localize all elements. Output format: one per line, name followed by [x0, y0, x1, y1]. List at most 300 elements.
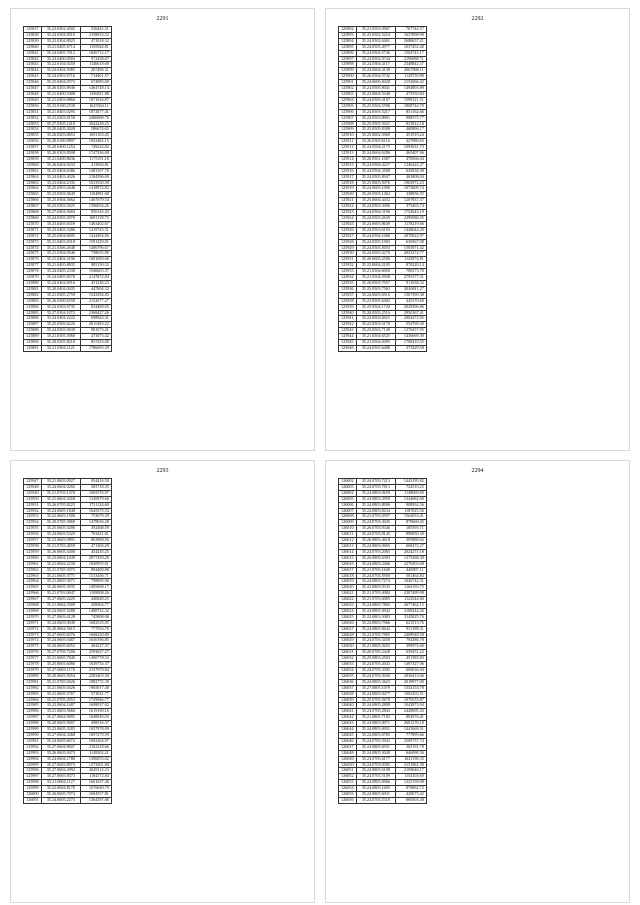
code-cell: 35.21.0705.6005 — [356, 597, 396, 603]
amount-cell: 375429.58 — [396, 345, 427, 351]
code-cell: 35.22.0604.8178 — [41, 786, 81, 792]
record-id-cell: 125850 — [24, 103, 42, 109]
amount-cell: 646998.36 — [396, 750, 427, 756]
amount-cell: 1872877.41 — [81, 109, 112, 115]
code-cell: 35.21.0605.5767 — [41, 691, 81, 697]
code-cell: 35.20.0400.1254 — [41, 145, 81, 151]
amount-cell: 2028112.23 — [81, 768, 112, 774]
amount-cell: 1396811.88 — [81, 91, 112, 97]
table-row — [339, 538, 427, 544]
record-id-cell: 125985 — [24, 703, 42, 709]
data-table — [338, 478, 427, 804]
amount-cell: 972438.07 — [81, 56, 112, 62]
code-cell: 35.25.0305.6226 — [41, 322, 81, 328]
code-cell: 35.24.0404.5085 — [41, 68, 81, 74]
code-cell: 35.21.0504.5938 — [356, 275, 396, 281]
record-id-cell: 126001 — [24, 797, 42, 803]
code-cell: 35.24.0503.5053 — [356, 245, 396, 251]
record-id-cell: 125880 — [24, 280, 42, 286]
amount-cell: 1504743.17 — [396, 50, 427, 56]
amount-cell: 395888.62 — [396, 538, 427, 544]
table-row — [339, 484, 427, 490]
code-cell: 35.21.0305.5060 — [41, 334, 81, 340]
code-cell: 35.24.0805.3049 — [356, 750, 396, 756]
record-id-cell: 125875 — [24, 251, 42, 257]
table-row — [339, 80, 427, 86]
record-id-cell: 125866 — [24, 198, 42, 204]
record-id-cell: 126038 — [339, 691, 357, 697]
record-id-cell: 125887 — [24, 322, 42, 328]
amount-cell: 475550.84 — [396, 91, 427, 97]
code-cell: 35.23.0604.1049 — [41, 555, 81, 561]
amount-cell: 454235.25 — [81, 549, 112, 555]
amount-cell: 2158633.52 — [81, 32, 112, 38]
record-id-cell: 125868 — [24, 210, 42, 216]
record-id-cell: 125861 — [24, 168, 42, 174]
table-row — [24, 62, 112, 68]
code-cell: 35.27.0605.8373 — [41, 774, 81, 780]
record-id-cell: 126016 — [339, 561, 357, 567]
record-id-cell: 125843 — [24, 62, 42, 68]
amount-cell: 1494803.89 — [396, 86, 427, 92]
code-cell: 35.24.0605.0487 — [41, 638, 81, 644]
table-row — [24, 115, 112, 121]
record-id-cell: 126053 — [339, 780, 357, 786]
record-id-cell: 126013 — [339, 543, 357, 549]
code-cell: 35.24.0604.1788 — [41, 756, 81, 762]
code-cell: 35.24.0304.8510 — [41, 32, 81, 38]
record-id-cell: 125943 — [339, 328, 357, 334]
table-row — [339, 744, 427, 750]
amount-cell: 2307499.98 — [396, 591, 427, 597]
table-row — [24, 316, 112, 322]
table-row — [339, 496, 427, 502]
record-id-cell: 126050 — [339, 762, 357, 768]
amount-cell: 1419743.31 — [81, 227, 112, 233]
amount-cell: 2486908.70 — [81, 115, 112, 121]
record-id-cell: 126011 — [339, 532, 357, 538]
record-id-cell: 125884 — [24, 304, 42, 310]
table-row — [339, 691, 427, 697]
table-row — [339, 298, 427, 304]
table-row — [24, 579, 112, 585]
record-id-cell: 125878 — [24, 269, 42, 275]
amount-cell: 1467679.54 — [81, 198, 112, 204]
table-row — [24, 656, 112, 662]
code-cell: 35.20.0605.2586 — [356, 257, 396, 263]
record-id-cell: 125989 — [24, 727, 42, 733]
amount-cell: 1965017.48 — [81, 685, 112, 691]
record-id-cell: 126026 — [339, 620, 357, 626]
record-id-cell: 126003 — [339, 484, 357, 490]
code-cell: 35.24.0805.6108 — [356, 768, 396, 774]
record-id-cell: 125917 — [339, 174, 357, 180]
table-row — [339, 532, 427, 538]
record-id-cell: 125913 — [339, 151, 357, 157]
code-cell: 35.21.0805.7183 — [356, 715, 396, 721]
amount-cell: 1143874.81 — [396, 257, 427, 263]
table-row — [339, 168, 427, 174]
amount-cell: 1396054.26 — [81, 204, 112, 210]
amount-cell: 1601637.46 — [81, 780, 112, 786]
amount-cell: 1270457.95 — [396, 328, 427, 334]
amount-cell: 1681139.75 — [81, 216, 112, 222]
code-cell: 35.21.0304.9546 — [41, 251, 81, 257]
amount-cell: 2368427.26 — [81, 310, 112, 316]
code-cell: 35.21.0703.9047 — [41, 591, 81, 597]
record-id-cell: 126052 — [339, 774, 357, 780]
table-row — [339, 91, 427, 97]
table-row — [339, 768, 427, 774]
record-id-cell: 125927 — [339, 233, 357, 239]
code-cell: 35.22.0705.7805 — [356, 632, 396, 638]
amount-cell: 674085.09 — [81, 80, 112, 86]
table-row — [24, 328, 112, 334]
amount-cell: 749224.82 — [81, 145, 112, 151]
amount-cell: 1681693.68 — [81, 257, 112, 263]
amount-cell: 1641190.35 — [396, 756, 427, 762]
record-id-cell: 125860 — [24, 162, 42, 168]
record-id-cell: 125994 — [24, 756, 42, 762]
amount-cell: 471304.29 — [81, 543, 112, 549]
table-row — [24, 56, 112, 62]
table-row — [339, 614, 427, 620]
table-row — [24, 561, 112, 567]
code-cell: 35.24.0803.2466 — [356, 561, 396, 567]
record-id-cell: 125954 — [24, 520, 42, 526]
table-row — [24, 322, 112, 328]
record-id-cell: 126002 — [339, 479, 357, 485]
amount-cell: 2428005.43 — [396, 709, 427, 715]
amount-cell: 1071016.87 — [81, 97, 112, 103]
table-row — [339, 239, 427, 245]
record-id-cell: 125849 — [24, 97, 42, 103]
amount-cell: 1645575.54 — [81, 508, 112, 514]
code-cell: 35.24.0503.4270 — [356, 251, 396, 257]
record-id-cell: 126035 — [339, 673, 357, 679]
table-row — [339, 597, 427, 603]
table-row — [24, 750, 112, 756]
amount-cell: 1488722.32 — [81, 608, 112, 614]
amount-cell: 375463.74 — [396, 204, 427, 210]
amount-cell: 463808.04 — [396, 174, 427, 180]
code-cell: 35.20.0503.2516 — [356, 310, 396, 316]
code-cell: 35.27.0604.9095 — [41, 715, 81, 721]
code-cell: 35.27.0603.8973 — [41, 762, 81, 768]
record-id-cell: 125876 — [24, 257, 42, 263]
code-cell: 35.24.0405.2338 — [41, 269, 81, 275]
record-id-cell: 125856 — [24, 139, 42, 145]
table-row — [339, 662, 427, 668]
record-id-cell: 125964 — [24, 579, 42, 585]
table-row — [24, 532, 112, 538]
record-id-cell: 125864 — [24, 186, 42, 192]
code-cell: 35.27.0604.8607 — [41, 744, 81, 750]
code-cell: 35.24.0405.7012 — [41, 50, 81, 56]
amount-cell: 451236.23 — [81, 280, 112, 286]
table-row — [339, 44, 427, 50]
amount-cell: 1630196.85 — [81, 638, 112, 644]
table-row — [339, 50, 427, 56]
code-cell: 35.24.0505.6408 — [356, 345, 396, 351]
code-cell: 35.21.0306.2640 — [41, 245, 81, 251]
record-id-cell: 125929 — [339, 245, 357, 251]
table-row — [339, 673, 427, 679]
table-row — [24, 275, 112, 281]
amount-cell: 860503.48 — [396, 797, 427, 803]
amount-cell: 1443195.82 — [396, 479, 427, 485]
table-row — [339, 750, 427, 756]
code-cell: 35.22.0603.1500 — [41, 514, 81, 520]
record-id-cell: 125935 — [339, 280, 357, 286]
record-id-cell: 126024 — [339, 608, 357, 614]
record-id-cell: 125870 — [24, 221, 42, 227]
table-row — [339, 738, 427, 744]
amount-cell: 2067896.11 — [396, 68, 427, 74]
record-id-cell: 125953 — [24, 514, 42, 520]
table-row — [24, 727, 112, 733]
amount-cell: 1619190.16 — [81, 709, 112, 715]
record-id-cell: 126041 — [339, 709, 357, 715]
amount-cell: 2077459.20 — [81, 555, 112, 561]
amount-cell: 794386.78 — [396, 638, 427, 644]
record-id-cell: 125987 — [24, 715, 42, 721]
amount-cell: 1184172.84 — [81, 774, 112, 780]
code-cell: 35.21.0504.9495 — [356, 340, 396, 346]
code-cell: 35.27.0605.2225 — [41, 597, 81, 603]
code-cell: 35.24.0303.0735 — [41, 304, 81, 310]
table-row — [24, 198, 112, 204]
record-id-cell: 125924 — [339, 216, 357, 222]
table-row — [24, 345, 112, 351]
code-cell: 35.25.0803.2503 — [356, 656, 396, 662]
code-cell: 35.24.0505.8041 — [356, 86, 396, 92]
code-cell: 35.20.0505.1462 — [356, 192, 396, 198]
amount-cell: 2147872.84 — [81, 275, 112, 281]
amount-cell: 1273301.80 — [81, 762, 112, 768]
code-cell: 35.21.0504.6050 — [356, 269, 396, 275]
code-cell: 35.24.0603.8649 — [356, 221, 396, 227]
record-id-cell: 125967 — [24, 597, 42, 603]
code-cell: 35.24.0703.3030 — [356, 673, 396, 679]
amount-cell: 2408948.58 — [396, 632, 427, 638]
table-row — [24, 786, 112, 792]
amount-cell: 2299586.35 — [396, 216, 427, 222]
code-cell: 35.23.0603.0891 — [41, 538, 81, 544]
table-row — [339, 198, 427, 204]
table-row — [339, 638, 427, 644]
amount-cell: 645838.48 — [396, 168, 427, 174]
record-id-cell: 126027 — [339, 626, 357, 632]
record-id-cell: 125886 — [24, 316, 42, 322]
code-cell: 35.21.0503.5967 — [356, 27, 396, 33]
code-cell: 35.24.0504.4227 — [356, 162, 396, 168]
amount-cell: 1532153.78 — [396, 685, 427, 691]
table-row — [24, 668, 112, 674]
table-row — [24, 679, 112, 685]
record-id-cell: 125986 — [24, 709, 42, 715]
code-cell: 35.24.0502.6461 — [356, 38, 396, 44]
amount-cell: 1093631.73 — [396, 145, 427, 151]
amount-cell: 745808.06 — [81, 614, 112, 620]
amount-cell: 703421.01 — [81, 532, 112, 538]
amount-cell: 1691163.45 — [81, 133, 112, 139]
record-id-cell: 125930 — [339, 251, 357, 257]
table-row — [24, 502, 112, 508]
table-row — [339, 508, 427, 514]
record-id-cell: 125898 — [339, 62, 357, 68]
table-row — [24, 484, 112, 490]
table-row — [339, 774, 427, 780]
record-id-cell: 125944 — [339, 334, 357, 340]
code-cell: 35.24.0400.0504 — [41, 56, 81, 62]
table-row — [339, 334, 427, 340]
amount-cell: 1344682.00 — [396, 496, 427, 502]
amount-cell: 473075.42 — [81, 334, 112, 340]
page-2294 — [325, 460, 630, 903]
code-cell: 35.27.0603.4128 — [41, 614, 81, 620]
table-row — [24, 257, 112, 263]
table-row — [339, 526, 427, 532]
record-id-cell: 125942 — [339, 322, 357, 328]
code-cell: 35.22.0104.0258 — [41, 62, 81, 68]
table-row — [24, 514, 112, 520]
code-cell: 35.24.0805.8642 — [356, 626, 396, 632]
table-row — [24, 520, 112, 526]
table-row — [339, 668, 427, 674]
code-cell: 35.21.0603.5666 — [41, 709, 81, 715]
record-id-cell: 126048 — [339, 750, 357, 756]
record-id-cell: 125940 — [339, 310, 357, 316]
table-row — [339, 292, 427, 298]
record-id-cell: 125983 — [24, 691, 42, 697]
amount-cell: 365191.78 — [396, 744, 427, 750]
amount-cell: 413694.81 — [81, 162, 112, 168]
amount-cell: 777054.76 — [81, 626, 112, 632]
code-cell: 35.24.0803.7274 — [356, 579, 396, 585]
record-id-cell: 125846 — [24, 80, 42, 86]
code-cell: 35.20.0705.5869 — [41, 520, 81, 526]
code-cell: 35.24.0503.5217 — [356, 109, 396, 115]
record-id-cell: 126020 — [339, 585, 357, 591]
record-id-cell: 126054 — [339, 786, 357, 792]
code-cell: 35.24.0504.3196 — [356, 210, 396, 216]
code-cell: 35.24.0803.2959 — [356, 496, 396, 502]
table-row — [24, 133, 112, 139]
table-row — [339, 756, 427, 762]
amount-cell: 427980.63 — [396, 139, 427, 145]
amount-cell: 767742.57 — [396, 27, 427, 33]
record-id-cell: 125919 — [339, 186, 357, 192]
code-cell: 35.22.0302.4502 — [41, 27, 81, 33]
record-id-cell: 126042 — [339, 715, 357, 721]
code-cell: 35.25.0605.3206 — [41, 526, 81, 532]
table-row — [339, 715, 427, 721]
amount-cell: 1104981.68 — [81, 192, 112, 198]
code-cell: 35.22.0803.9335 — [356, 585, 396, 591]
amount-cell: 2950167.41 — [396, 310, 427, 316]
amount-cell: 1129739.89 — [396, 74, 427, 80]
amount-cell: 753679.39 — [81, 514, 112, 520]
record-id-cell: 125968 — [24, 603, 42, 609]
code-cell: 35.24.0805.3623 — [356, 679, 396, 685]
table-row — [24, 162, 112, 168]
table-row — [24, 608, 112, 614]
code-cell: 35.24.0605.6072 — [41, 738, 81, 744]
code-cell: 35.25.0504.5596 — [356, 103, 396, 109]
code-cell: 35.26.0503.6116 — [356, 139, 396, 145]
record-id-cell: 125882 — [24, 292, 42, 298]
page-2292 — [325, 8, 630, 451]
amount-cell: 798895.90 — [81, 579, 112, 585]
code-cell: 35.26.0605.3935 — [41, 585, 81, 591]
code-cell: 35.24.0604.4138 — [356, 68, 396, 74]
record-id-cell: 125895 — [339, 44, 357, 50]
amount-cell: 1882772.39 — [81, 679, 112, 685]
amount-cell: 1963972.23 — [396, 180, 427, 186]
code-cell: 35.25.0603.6086 — [41, 662, 81, 668]
table-row — [339, 644, 427, 650]
table-row — [339, 216, 427, 222]
code-cell: 35.20.0603.5054 — [41, 673, 81, 679]
record-id-cell: 125899 — [339, 68, 357, 74]
amount-cell: 2688657.21 — [396, 38, 427, 44]
amount-cell: 668472.27 — [396, 543, 427, 549]
code-cell: 35.22.0503.5170 — [356, 322, 396, 328]
amount-cell: 1820955.61 — [81, 561, 112, 567]
code-cell: 35.24.0703.2065 — [356, 549, 396, 555]
record-id-cell: 125939 — [339, 304, 357, 310]
code-cell: 35.20.0404.0435 — [41, 286, 81, 292]
code-cell: 35.21.0703.4659 — [41, 543, 81, 549]
table-row — [339, 133, 427, 139]
record-id-cell: 125984 — [24, 697, 42, 703]
code-cell: 35.21.0404.3196 — [41, 257, 81, 263]
table-row — [339, 263, 427, 269]
record-id-cell: 126014 — [339, 549, 357, 555]
table-row — [24, 151, 112, 157]
record-id-cell: 126047 — [339, 744, 357, 750]
amount-cell: 571031.77 — [81, 691, 112, 697]
record-id-cell: 126028 — [339, 632, 357, 638]
record-id-cell: 125945 — [339, 340, 357, 346]
code-cell: 35.28.0100.9897 — [41, 139, 81, 145]
code-cell: 35.24.0703.3045 — [356, 520, 396, 526]
table-row — [339, 555, 427, 561]
record-id-cell: 125879 — [24, 275, 42, 281]
amount-cell: 207496.31 — [81, 68, 112, 74]
amount-cell: 1448644.29 — [396, 227, 427, 233]
code-cell: 35.21.0605.3771 — [41, 573, 81, 579]
code-cell: 35.27.0305.1410 — [41, 121, 81, 127]
code-cell: 35.24.0604.0202 — [41, 484, 81, 490]
table-row — [24, 703, 112, 709]
code-cell: 35.24.0303.6716 — [41, 74, 81, 80]
table-row — [339, 145, 427, 151]
amount-cell: 1187025.56 — [396, 508, 427, 514]
code-cell: 35.21.0705.5075 — [41, 567, 81, 573]
table-row — [24, 685, 112, 691]
data-table — [23, 478, 112, 804]
record-id-cell: 125841 — [24, 50, 42, 56]
amount-cell: 1223159.98 — [396, 780, 427, 786]
code-cell: 35.24.0705.2043 — [356, 662, 396, 668]
record-id-cell: 125971 — [24, 620, 42, 626]
code-cell: 35.24.0605.1090 — [356, 186, 396, 192]
code-cell: 35.24.0403.4026 — [41, 174, 81, 180]
record-id-cell: 125951 — [24, 502, 42, 508]
amount-cell: 1483107.78 — [81, 168, 112, 174]
